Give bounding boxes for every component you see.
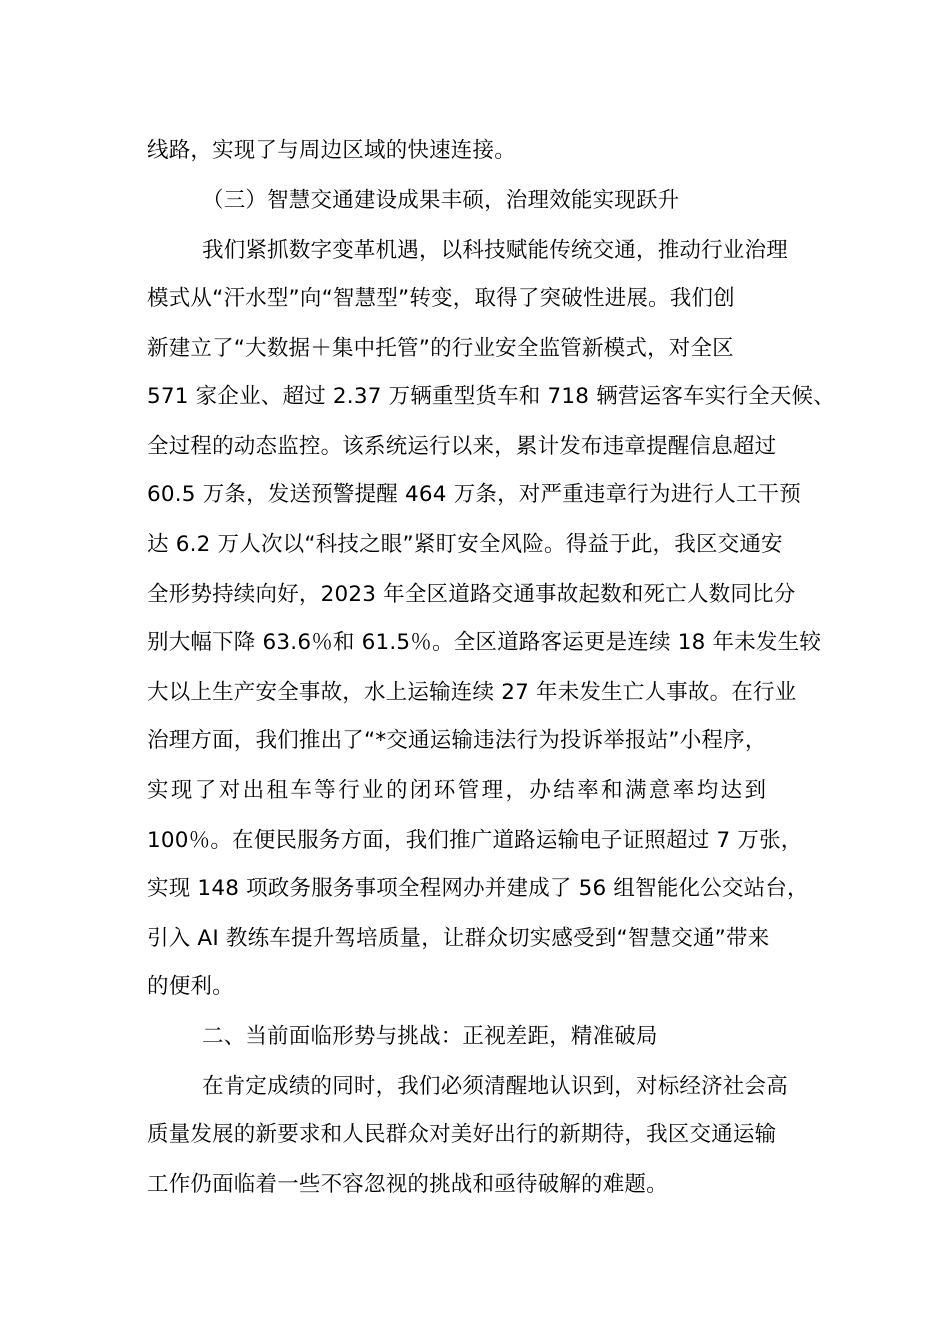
paragraph-line: 达 6.2 万人次以“科技之眼”紧盯安全风险。得益于此，我区交通安 <box>147 532 783 557</box>
paragraph-line: 实现了对出租车等行业的闭环管理，办结率和满意率均达到 <box>147 778 769 803</box>
paragraph-line: 在肯定成绩的同时，我们必须清醒地认识到，对标经济社会高 <box>202 1074 788 1099</box>
paragraph-line: 的便利。 <box>147 974 234 999</box>
paragraph-line: 全过程的动态监控。该系统运行以来，累计发布违章提醒信息超过 <box>147 434 777 459</box>
paragraph-line: 571 家企业、超过 2.37 万辆重型货车和 718 辆营运客车实行全天候、 <box>147 384 835 409</box>
paragraph-line: 新建立了“大数据＋集中托管”的行业安全监管新模式，对全区 <box>147 336 734 361</box>
paragraph-line: 我们紧抓数字变革机遇，以科技赋能传统交通，推动行业治理 <box>202 238 788 263</box>
paragraph-line: 60.5 万条，发送预警提醒 464 万条，对严重违章行为进行人工干预 <box>147 482 801 507</box>
paragraph-line: 质量发展的新要求和人民群众对美好出行的新期待，我区交通运输 <box>147 1122 777 1147</box>
paragraph-line: 大以上生产安全事故，水上运输连续 27 年未发生亡人事故。在行业 <box>147 680 797 705</box>
section-heading: （三）智慧交通建设成果丰硕，治理效能实现跃升 <box>202 188 680 213</box>
paragraph-line: 治理方面，我们推出了“*交通运输违法行为投诉举报站”小程序， <box>147 728 767 753</box>
paragraph-line: 100％。在便民服务方面，我们推广道路运输电子证照超过 7 万张， <box>147 828 803 853</box>
paragraph-line: 别大幅下降 63.6％和 61.5％。全区道路客运更是连续 18 年未发生较 <box>147 630 822 655</box>
paragraph-line: 工作仍面临着一些不容忽视的挑战和亟待破解的难题。 <box>147 1172 668 1197</box>
paragraph-line: 模式从“汗水型”向“智慧型”转变，取得了突破性进展。我们创 <box>147 286 735 311</box>
chapter-heading: 二、当前面临形势与挑战：正视差距，精准破局 <box>202 1024 658 1049</box>
paragraph-line: 引入 AI 教练车提升驾培质量，让群众切实感受到“智慧交通”带来 <box>147 926 770 951</box>
paragraph-line: 线路，实现了与周边区域的快速连接。 <box>147 138 516 163</box>
paragraph-line: 全形势持续向好，2023 年全区道路交通事故起数和死亡人数同比分 <box>147 582 796 607</box>
paragraph-line: 实现 148 项政务服务事项全程网办并建成了 56 组智能化公交站台， <box>147 876 809 901</box>
